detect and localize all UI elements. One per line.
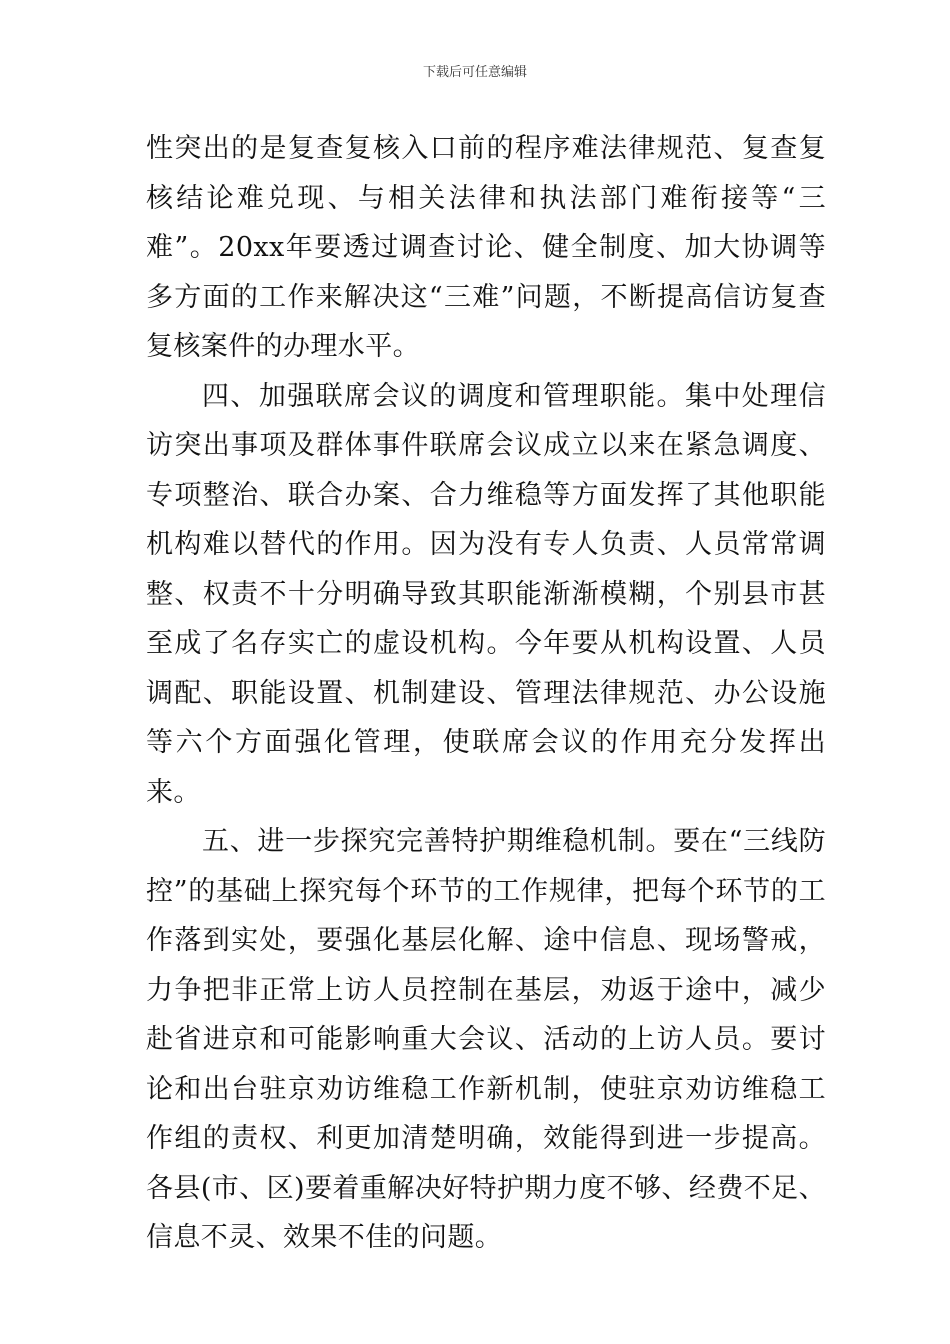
page-header: 下载后可任意编辑 <box>422 65 527 80</box>
document-body <box>146 124 826 1263</box>
paragraph-section-four: 四、加强联席会议的调度和管理职能。集中处理信访突出事项及群体事件联席会议成立以来在紧急调度、专项整治、联合办案、合力维稳等方面发挥了其他职能机构难以替代的作用。因为没有专人负责、人员常常调整、权责不十分明确导致其职能渐渐模糊，个别县市甚至成了名存实亡的虚设机构。今年要从机构设置、人员调配、职能设置、机制建设、管理法律规范、办公设施等六个方面强化管理，使联席会议的作用充分发挥出来。 <box>146 380 826 808</box>
paragraph-continued: 性突出的是复查复核入口前的程序难法律规范、复查复核结论难兑现、与相关法律和执法部门难衔接等“三难”。20xx年要透过调查讨论、健全制度、加大协调等多方面的工作来解决这“三难”问题，不断提高信访复查复核案件的办理水平。 <box>146 133 826 362</box>
paragraph-section-five: 五、进一步探究完善特护期维稳机制。要在“三线防控”的基础上探究每个环节的工作规律，把每个环节的工作落到实处，要强化基层化解、途中信息、现场警戒，力争把非正常上访人员控制在基层，劝返于途中，减少赴省进京和可能影响重大会议、活动的上访人员。要讨论和出台驻京劝访维稳工作新机制，使驻京劝访维稳工作组的责权、利更加清楚明确，效能得到进一步提高。各县(市、区)要着重解决好特护期力度不够、经费不足、信息不灵、效果不佳的问题。 <box>146 826 826 1253</box>
